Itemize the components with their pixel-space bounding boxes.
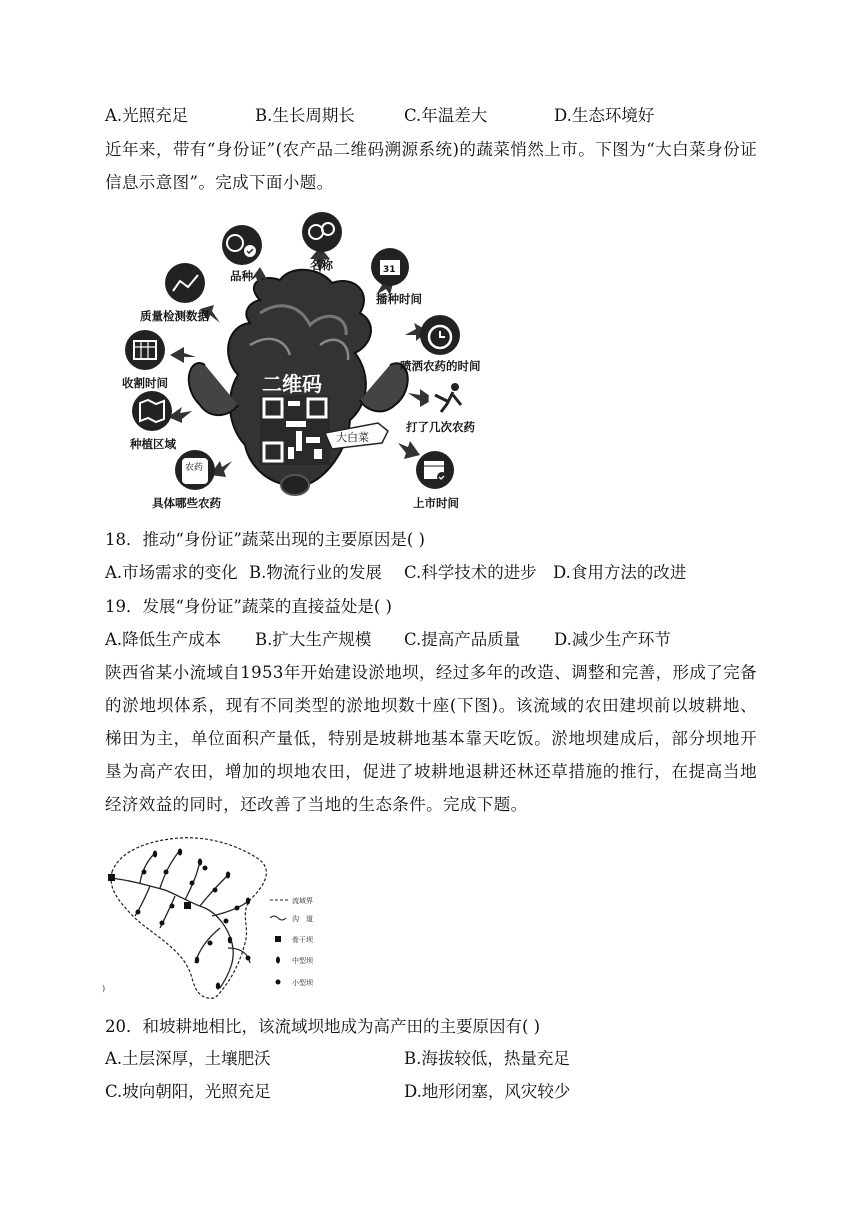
node-bozhong: [371, 248, 422, 306]
q19-option-c: C.提高产品质量: [404, 630, 521, 649]
q18-stem: 18．推动“身份证”蔬菜出现的主要原因是( ): [105, 530, 425, 549]
node-label: 质量检测数据: [140, 309, 209, 323]
node-label: 具体哪些农药: [152, 496, 221, 510]
node-penshu: [400, 315, 481, 373]
q19-option-b: B.扩大生产规模: [255, 630, 372, 649]
node-zhiliang: [140, 263, 209, 323]
q20-option-b: B.海拔较低，热量充足: [404, 1049, 570, 1068]
node-mingcheng: [302, 212, 342, 272]
q20-stem: 20．和坡耕地相比，该流域坝地成为高产田的主要原因有( ): [105, 1017, 541, 1036]
q18-option-b: B.物流行业的发展: [249, 563, 382, 582]
q19-option-d: D.减少生产环节: [554, 630, 671, 649]
node-label: 收割时间: [122, 376, 168, 390]
node-label: 播种时间: [376, 292, 422, 306]
q19-option-a: A.降低生产成本: [105, 630, 222, 649]
q20-option-d: D.地形闭塞，风灾较少: [404, 1082, 571, 1101]
node-nongyao: [152, 450, 221, 510]
watershed-map-figure: [100, 828, 340, 1003]
q19-stem: 19．发展“身份证”蔬菜的直接益处是( ): [105, 597, 392, 616]
svg-text:中型坝: 中型坝: [292, 957, 313, 965]
cabbage-id-figure: [110, 205, 500, 515]
node-label: 种植区域: [130, 437, 176, 451]
calendar-31-icon: 31: [383, 265, 396, 275]
q20-option-c: C.坡向朝阳，光照充足: [105, 1082, 271, 1101]
node-label: 品种: [230, 269, 253, 283]
q18-option-c: C.科学技术的进步: [404, 563, 537, 582]
pesticide-jar-icon: 农药: [185, 463, 204, 473]
q20-option-a: A.土层深厚，土壤肥沃: [105, 1049, 271, 1068]
svg-text:沟 道: 沟 道: [292, 915, 313, 923]
node-label: 打了几次农药: [406, 420, 475, 434]
intro-paragraph-2: 陕西省某小流域自1953年开始建设淤地坝，经过多年的改造、调整和完善，形成了完备的淤地坝体系，现有不同类型的淤地坝数十座(下图)。该流域的农田建坝前以坡耕地、梯田为主，单位面积产量低，特别是坡耕地基本靠天吃饭。淤地坝建成后，部分坝地开垦为高产农田，增加的坝地农田，促进了坡耕地退耕还林还草措施的推行，在提高当地经济效益的同时，还改善了当地的生态条件。完成下题。: [105, 663, 757, 814]
qr-title: 二维码: [262, 372, 322, 396]
watershed-boundary: [111, 838, 266, 999]
q18-option-d: D.食用方法的改进: [553, 563, 687, 582]
q17-option-d: D.生态环境好: [554, 106, 655, 125]
ribbon-label: 大白菜: [336, 431, 369, 444]
q17-option-b: B.生长周期长: [255, 106, 355, 125]
node-shouge: [122, 330, 168, 390]
svg-text:骨干坝: 骨干坝: [292, 936, 313, 944]
corner-mark: ): [102, 984, 106, 993]
q17-option-a: A.光照充足: [105, 106, 189, 125]
svg-text:小型坝: 小型坝: [292, 979, 313, 987]
key-dam-marker: [184, 902, 191, 909]
intro-paragraph-1: 近年来，带有“身份证”(农产品二维码溯源系统)的蔬菜悄然上市。下图为“大白菜身份证信息示意图”。完成下面小题。: [105, 140, 757, 192]
map-legend: [270, 896, 314, 987]
svg-text:流域界: 流域界: [292, 897, 313, 905]
node-label: 名称: [310, 258, 333, 272]
q18-option-a: A.市场需求的变化: [105, 563, 238, 582]
node-label: 喷洒农药的时间: [400, 359, 481, 373]
qr-code: [260, 395, 330, 465]
key-dam-marker: [108, 874, 115, 881]
node-dale: [405, 380, 475, 434]
node-zhongzhi: [129, 391, 176, 451]
node-label: 上市时间: [413, 496, 459, 510]
q17-option-c: C.年温差大: [404, 106, 488, 125]
node-shangshi: [413, 451, 459, 510]
gully-channels: [110, 850, 250, 988]
